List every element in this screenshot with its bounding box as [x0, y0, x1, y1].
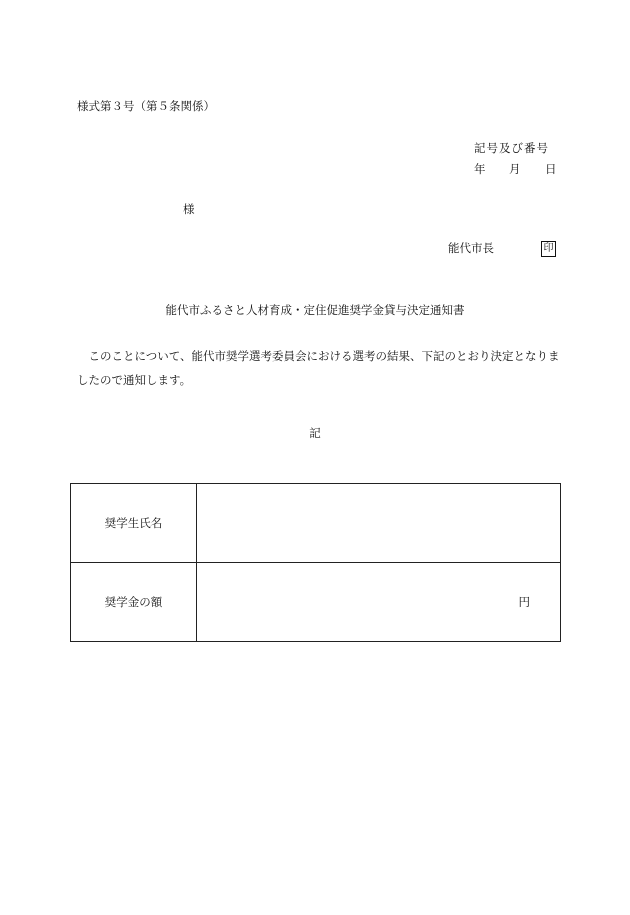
- date-year-label: 年: [474, 162, 486, 176]
- form-number: 様式第３号（第５条関係）: [77, 99, 215, 113]
- scholarship-amount-label: 奨学金の額: [71, 563, 197, 642]
- section-mark: 記: [309, 426, 321, 440]
- seal-icon: 印: [541, 241, 556, 257]
- addressee-honorific: 様: [183, 202, 195, 216]
- body-text: このことについて、能代市奨学選考委員会における選考の結果、下記のとおり決定となりましたので通知します。: [77, 349, 560, 387]
- scholar-name-label: 奨学生氏名: [71, 484, 197, 563]
- table-row: [71, 563, 561, 642]
- scholarship-amount-value: 円: [197, 563, 561, 642]
- document-title: 能代市ふるさと人材育成・定住促進奨学金貸与決定通知書: [165, 303, 465, 317]
- issuer-title: 能代市長: [448, 241, 494, 255]
- details-table: [70, 483, 561, 642]
- date-day-label: 日: [545, 162, 557, 176]
- date-month-label: 月: [509, 162, 521, 176]
- reference-number-label: 記号及び番号: [474, 141, 549, 155]
- table-row: [71, 484, 561, 563]
- scholar-name-value: [197, 484, 561, 563]
